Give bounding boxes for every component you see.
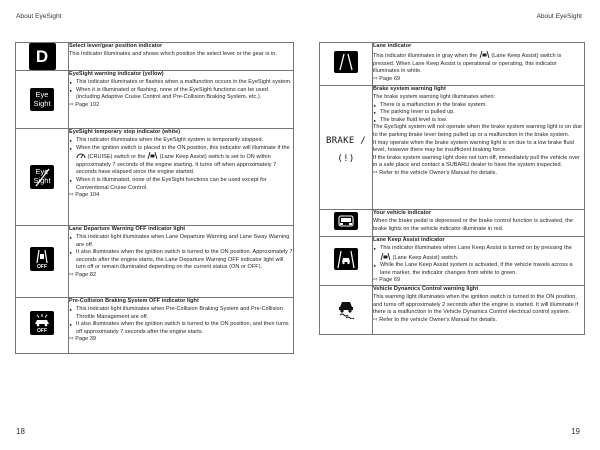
table-row: [16, 71, 294, 129]
list-item: ● This indicator light illuminates when Pre-Collision Braking System and Pre-Collision Throttle Management are off.: [69, 306, 293, 321]
list-item: ● There is a malfunction in the brake system.: [373, 102, 584, 110]
row-title: Select lever/gear position indicator: [69, 43, 163, 49]
table-row: [16, 226, 294, 298]
table-row: [16, 43, 294, 71]
page-reference[interactable]: ⇨ Page 39: [69, 336, 97, 343]
pre-collision-braking-off-icon: OFF: [30, 311, 54, 335]
your-vehicle-indicator-icon: [334, 212, 358, 230]
table-row: BRAKE / (!) Brake system warning light The brake system warning light illuminates when: ● There is a malfunction in the brake system. ● The parking lever is pulled up. ● The brake fluid level is low. The EyeSight system will not operate when the brake system warning light is on due to the parking brake lever being pulled up or a malfunction in the brake system. It may operate when the brake system warning light is on due to a low brake fluid level, however there may be insufficient braking force. If the brake system warning light does not turn off, immediately pull the vehicle over in a safe place and contact a SUBARU dealer to have the system inspected. ⇨ Refer to the vehicle Owner's Manual for details.: [320, 86, 585, 210]
list-item: ● This indicator light illuminates when Lane Departure Warning and Lane Sway Warning are off.: [69, 234, 293, 249]
row-title: Pre-Collision Braking System OFF indicator light: [69, 298, 199, 304]
row-title: Vehicle Dynamics Control warning light: [373, 286, 479, 293]
list-item: ● While the Lane Keep Assist system is activated, if the vehicle travels across a lane marker, the indicator changes from white to green.: [373, 262, 584, 277]
list-item: ● It also illuminates when the ignition switch is turned to the ON position. Approximately 7 seconds after the engine starts, the Lane Departure Warning OFF indicator light will turn off or remain illuminated depending on the current status (ON or OFF).: [69, 249, 293, 272]
right-indicator-table: [319, 42, 585, 335]
list-item: ● This indicator illuminates when Lane Keep Assist is turned on by pressing the (Lane Keep Assist) switch.: [373, 245, 584, 262]
cruise-switch-icon: [76, 152, 86, 159]
row-title: Lane Departure Warning OFF indicator light: [69, 226, 186, 232]
d-gear-position-icon: D: [29, 43, 56, 70]
page-reference[interactable]: ⇨ Refer to the vehicle Owner's Manual for details.: [373, 170, 498, 177]
table-row: [16, 298, 294, 354]
lane-keep-assist-switch-icon: [147, 152, 158, 159]
lane-indicator-icon: [334, 51, 358, 73]
vehicle-dynamics-control-warning-icon: [334, 297, 358, 319]
page-number-right: 19: [571, 427, 580, 436]
row-title: EyeSight temporary stop indicator (white): [69, 129, 181, 135]
lane-keep-assist-indicator-icon: [334, 248, 358, 270]
page-reference[interactable]: ⇨ Page 82: [69, 272, 97, 279]
page-header-left: About EyeSight: [16, 13, 62, 20]
list-item: ● This indicator illuminates or flashes when a malfunction occurs in the EyeSight system.: [69, 79, 293, 87]
table-row: [320, 237, 585, 286]
table-row: [16, 129, 294, 226]
list-item: ● When the ignition switch is placed in the ON position, this indicator will illuminate if the (CRUISE) switch or the (Lane Keep Assist) switch is set to ON within approximately 7 seconds of the engine starting. It turns off when approximately 7 seconds have elapsed since the engine started.: [69, 145, 293, 177]
row-title: EyeSight warning indicator (yellow): [69, 71, 164, 77]
row-title: Lane indicator: [373, 43, 412, 49]
left-indicator-table: [15, 42, 294, 354]
row-title: Your vehicle indicator: [373, 210, 432, 216]
page-reference[interactable]: ⇨ Page 104: [69, 192, 100, 199]
row-title: Lane Keep Assist indicator: [373, 237, 445, 243]
page-reference[interactable]: ⇨ Page 69: [373, 75, 401, 82]
page-reference[interactable]: ⇨ Page 69: [373, 277, 401, 284]
lane-keep-assist-switch-icon: [380, 253, 391, 260]
strike-through-line: [30, 165, 54, 189]
table-row: Lane indicator This indicator illuminates in gray when the (Lane Keep Assist) switch is pressed. When Lane Keep Assist is operational or operating, this indicator illuminates in white. ⇨ Page 69: [320, 43, 585, 86]
brake-system-warning-icon: BRAKE / (!): [325, 135, 367, 164]
list-item: ● The brake fluid level is low.: [373, 117, 584, 125]
lane-keep-assist-switch-icon: [479, 51, 490, 58]
page-reference[interactable]: ⇨ Refer to the vehicle Owner's Manual for details.: [373, 316, 498, 323]
list-item: ● When it is illuminated or flashing, none of the EyeSight functions can be used (including Adaptive Cruise Control and Pre-Collision Braking System, etc.).: [69, 87, 293, 102]
table-row: Vehicle Dynamics Control warning light This warning light illuminates when the ignition switch is turned to the ON position, and turns off approximately 2 seconds after the engine is started. It will illuminate if there is a malfunction in the Vehicle Dynamics Control electrical control system. ⇨ Refer to the vehicle Owner's Manual for details.: [320, 286, 585, 335]
list-item: ● The parking lever is pulled up.: [373, 109, 584, 117]
list-item: ● When it is illuminated, none of the EyeSight functions can be used except for Conventional Cruise Control.: [69, 177, 293, 192]
eyesight-temporary-stop-icon: Eye Sight: [30, 165, 54, 189]
table-row: Your vehicle indicator When the brake pedal is depressed or the brake control function is activated, the brake lights on the vehicle indicator illuminate in red.: [320, 210, 585, 237]
page-reference[interactable]: ⇨ Page 102: [69, 101, 100, 108]
page-number-left: 18: [16, 427, 25, 436]
list-item: ● It also illuminates when the ignition switch is turned to the ON position, and then turns off approximately 7 seconds after the engine starts.: [69, 321, 293, 336]
eyesight-warning-icon: Eye Sight: [30, 88, 54, 111]
row-title: Brake system warning light: [373, 86, 446, 92]
list-item: ● This indicator illuminates when the EyeSight system is temporarily stopped.: [69, 137, 293, 145]
lane-departure-warning-off-icon: OFF: [30, 247, 54, 271]
page-header-right: About EyeSight: [536, 13, 582, 20]
row-body: This indicator illuminates and shows which position the select lever or the gear is in.: [69, 51, 277, 58]
